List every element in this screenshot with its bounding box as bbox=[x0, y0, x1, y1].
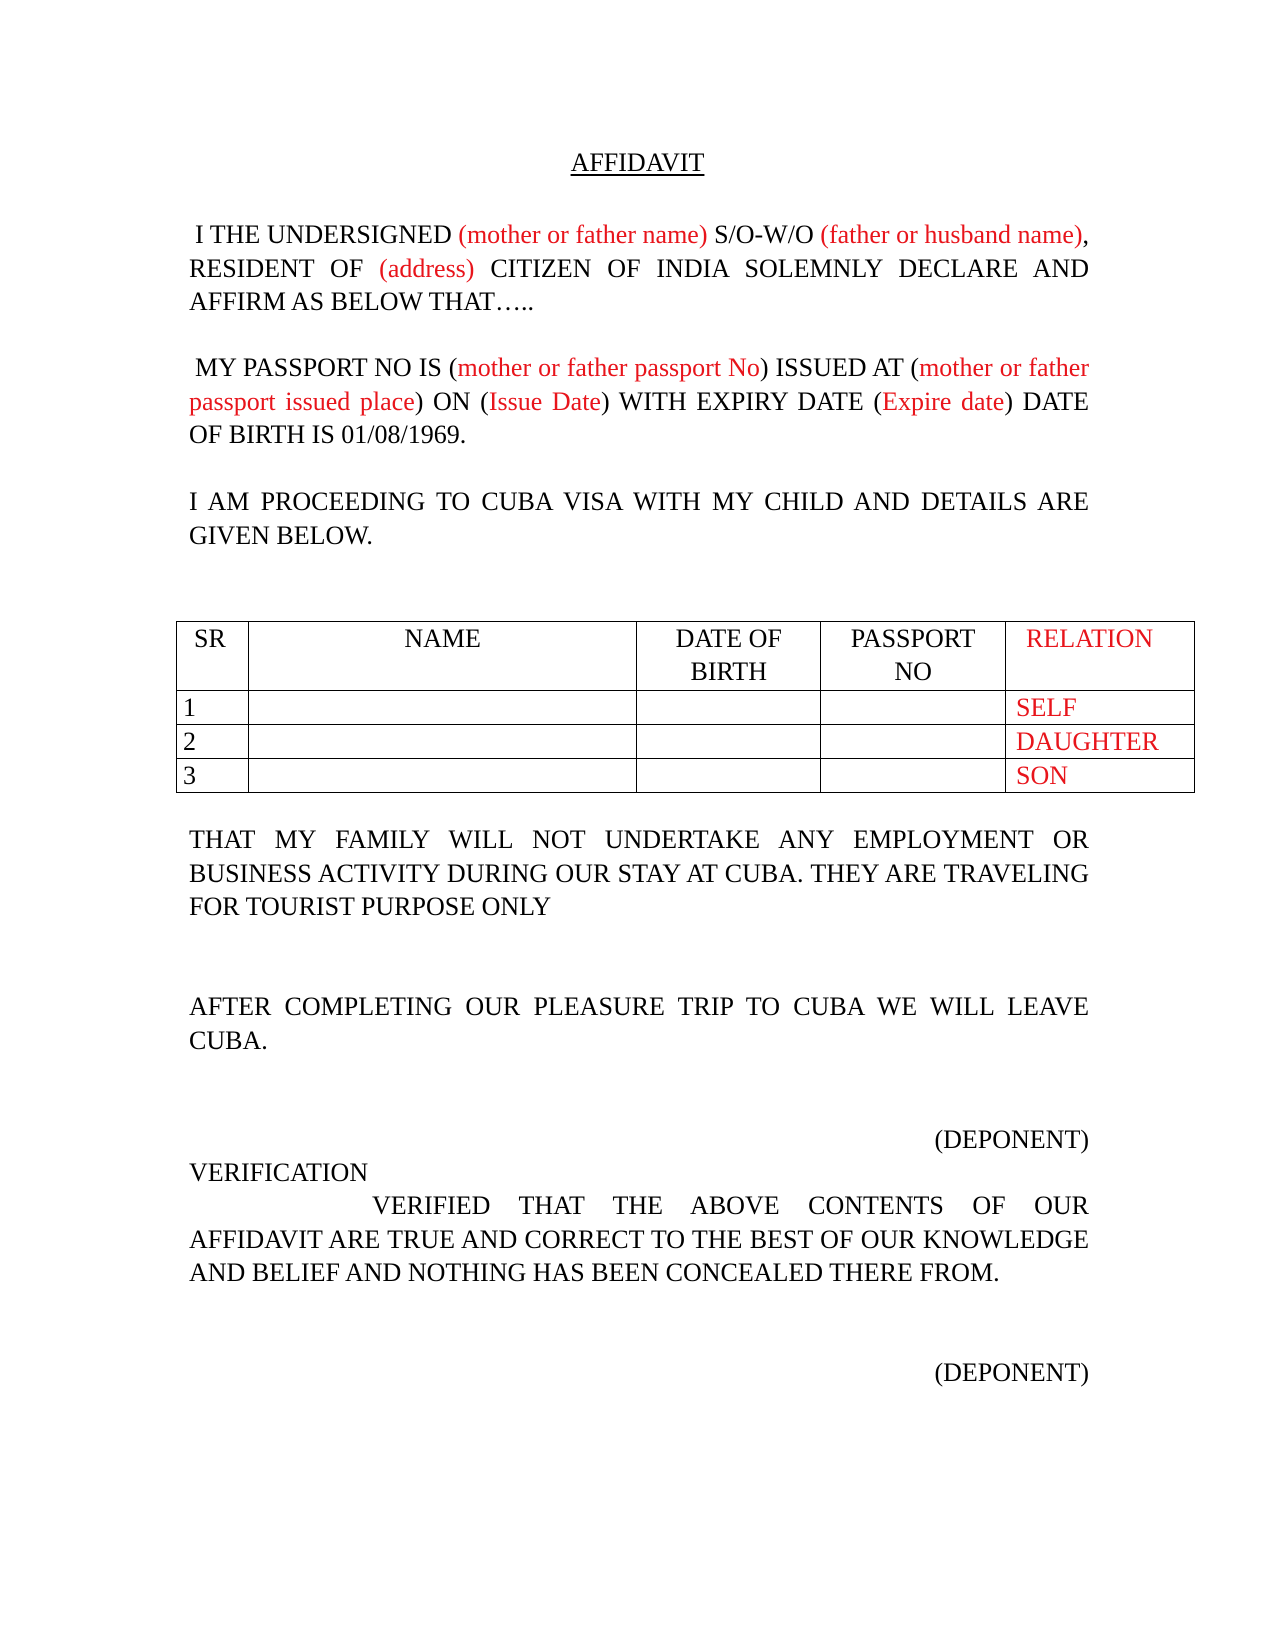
row-dob bbox=[637, 759, 821, 793]
row-sr: 2 bbox=[177, 725, 249, 759]
header-passport-line1: PASSPORT bbox=[850, 624, 976, 653]
family-details-table bbox=[176, 621, 1195, 793]
para1-text-4: CITIZEN OF INDIA SOLEMNLY DECLARE AND AFFIRM AS BELOW THAT….. bbox=[189, 253, 1089, 316]
header-passport-line2: NO bbox=[894, 657, 932, 686]
row-passport bbox=[821, 691, 1006, 725]
para1-text-1: I THE UNDERSIGNED bbox=[195, 220, 452, 249]
issue-date-placeholder: Issue Date bbox=[488, 386, 601, 416]
header-relation: RELATION bbox=[1006, 622, 1195, 691]
table-row bbox=[177, 725, 1195, 759]
header-name: NAME bbox=[248, 622, 636, 691]
verification-paragraph: VERIFIED THAT THE ABOVE CONTENTS OF OUR AFFIDAVIT ARE TRUE AND CORRECT TO THE BEST OF OUR KNOWLEDGE AND BELIEF AND NOTHING HAS BEEN CONCEALED THERE FROM. bbox=[189, 1191, 1089, 1287]
row-relation: SON bbox=[1006, 759, 1195, 793]
document-title bbox=[0, 148, 1275, 178]
row-name bbox=[248, 725, 636, 759]
para1-text-3: , RESIDENT OF bbox=[189, 220, 1090, 283]
para2-text-3: ) ON ( bbox=[414, 386, 489, 416]
passport-paragraph bbox=[189, 351, 1089, 452]
row-sr: 1 bbox=[177, 691, 249, 725]
para1-text-2: S/O-W/O bbox=[714, 220, 814, 249]
row-name bbox=[248, 759, 636, 793]
parent-name-placeholder: (mother or father name) bbox=[458, 220, 708, 249]
para2-text-2: ) ISSUED AT ( bbox=[759, 353, 920, 382]
travel-paragraph: I AM PROCEEDING TO CUBA VISA WITH MY CHILD AND DETAILS ARE GIVEN BELOW. bbox=[189, 487, 1089, 550]
row-name bbox=[248, 691, 636, 725]
header-dob bbox=[637, 622, 821, 691]
row-sr: 3 bbox=[177, 759, 249, 793]
declarant-paragraph bbox=[189, 218, 1089, 319]
deponent-label-1: (DEPONENT) bbox=[934, 1125, 1089, 1154]
deponent-label-2: (DEPONENT) bbox=[934, 1358, 1089, 1387]
header-dob-line1: DATE OF bbox=[675, 624, 782, 653]
row-passport bbox=[821, 725, 1006, 759]
leave-cuba-paragraph: AFTER COMPLETING OUR PLEASURE TRIP TO CUBA WE WILL LEAVE CUBA. bbox=[189, 992, 1089, 1055]
table-row bbox=[177, 759, 1195, 793]
address-placeholder: (address) bbox=[379, 253, 475, 283]
spouse-name-placeholder: (father or husband name) bbox=[820, 220, 1083, 249]
para2-text-5: ) DATE OF BIRTH IS 01/08/1969. bbox=[189, 386, 1090, 449]
passport-no-placeholder: mother or father passport No bbox=[457, 353, 760, 382]
header-passport bbox=[821, 622, 1006, 691]
row-dob bbox=[637, 691, 821, 725]
verification-heading: VERIFICATION bbox=[189, 1158, 369, 1187]
no-employment-paragraph: THAT MY FAMILY WILL NOT UNDERTAKE ANY EMPLOYMENT OR BUSINESS ACTIVITY DURING OUR STAY AT CUBA. THEY ARE TRAVELING FOR TOURIST PURPOSE ONLY bbox=[189, 825, 1089, 921]
row-relation: DAUGHTER bbox=[1006, 725, 1195, 759]
row-passport bbox=[821, 759, 1006, 793]
row-dob bbox=[637, 725, 821, 759]
header-dob-line2: BIRTH bbox=[690, 657, 767, 686]
para2-text-4: ) WITH EXPIRY DATE ( bbox=[600, 386, 883, 416]
title-text: AFFIDAVIT bbox=[570, 148, 705, 177]
table-row bbox=[177, 691, 1195, 725]
issued-place-placeholder: mother or father passport issued place bbox=[189, 353, 1089, 416]
table-header-row bbox=[177, 622, 1195, 691]
expire-date-placeholder: Expire date bbox=[882, 386, 1005, 416]
para2-text-1: MY PASSPORT NO IS ( bbox=[195, 353, 458, 382]
row-relation: SELF bbox=[1006, 691, 1195, 725]
header-sr: SR bbox=[177, 622, 249, 691]
